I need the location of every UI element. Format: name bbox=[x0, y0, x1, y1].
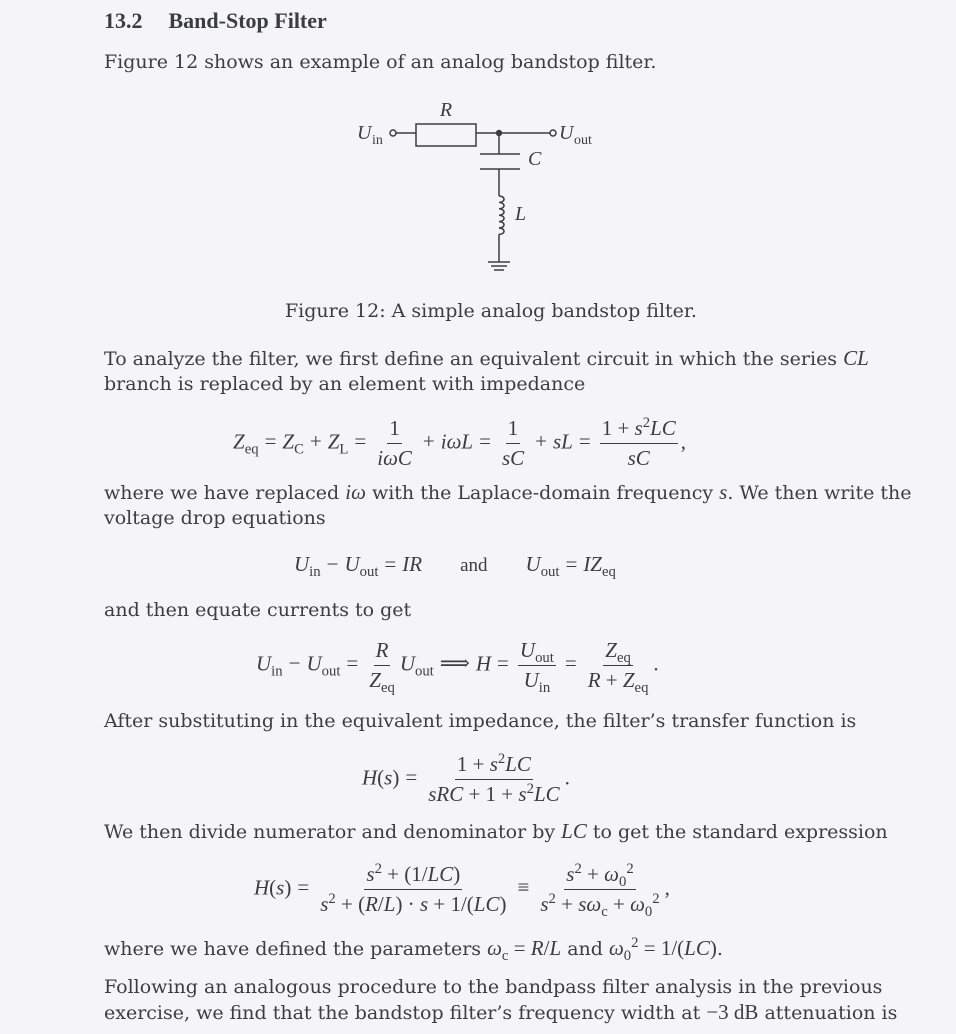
label-uout: U bbox=[559, 122, 574, 144]
label-L: L bbox=[515, 203, 527, 225]
paragraph-2-line-2: voltage drop equations bbox=[104, 507, 326, 529]
intro-paragraph: Figure 12 shows an example of an analog bandstop filter. bbox=[104, 51, 657, 73]
label-uout-sub: out bbox=[574, 133, 592, 148]
section-title: Band-Stop Filter bbox=[168, 8, 327, 33]
equation-transfer: $U_{in} - U_{out}$ = $\frac{R}{Z_{eq}}$ $U_{out}$ ⟹ H = $\frac{U_{out}}{U_{in}}$ = $\frac{Z_{eq}}{R + Z_{eq}}$ . bbox=[256, 638, 659, 697]
paragraph-7-line-1: Following an analogous procedure to the bandpass filter analysis in the previous bbox=[104, 976, 883, 998]
equation-hs: H(s) = $\frac{1 + s^2LC}{sRC + 1 + s^2LC}$ . bbox=[362, 751, 570, 806]
input-terminal bbox=[390, 130, 396, 136]
paragraph-1-line-1: To analyze the filter, we first define an equivalent circuit in which the series CL bbox=[104, 346, 869, 370]
section-number: 13.2 bbox=[104, 8, 143, 33]
label-R: R bbox=[439, 99, 453, 121]
output-terminal bbox=[550, 130, 556, 136]
paragraph-4: After substituting in the equivalent impedance, the filter’s transfer function is bbox=[104, 710, 857, 732]
paragraph-5: We then divide numerator and denominator by LC to get the standard expression bbox=[104, 819, 888, 843]
paragraph-6: where we have defined the parameters $\omega_c = R/L$ and $\omega_0^2 = 1/(LC)$. bbox=[104, 935, 723, 965]
section-heading bbox=[104, 8, 327, 34]
resistor bbox=[416, 124, 476, 146]
figure-caption: Figure 12: A simple analog bandstop filter. bbox=[285, 300, 697, 322]
label-C: C bbox=[528, 148, 542, 170]
label-uin-sub: in bbox=[372, 133, 383, 148]
paragraph-3: and then equate currents to get bbox=[104, 599, 412, 621]
circuit-diagram bbox=[340, 92, 620, 282]
paragraph-7-line-2: exercise, we find that the bandstop filter’s frequency width at −3 dB attenuation is bbox=[104, 1000, 898, 1024]
paragraph-2-line-1: where we have replaced iω with the Laplace-domain frequency s. We then write the bbox=[104, 480, 912, 504]
inductor-coil bbox=[499, 196, 504, 234]
equation-voltage-drop: $U_{in} - U_{out}$ = IR and $U_{out} = IZ_{eq}$ bbox=[294, 552, 616, 581]
label-uin: U bbox=[357, 122, 372, 144]
equation-standard: H(s) = $\frac{s^2 + (1/LC)}{s^2 + (R/L) \cdot s + 1/(LC)}$ ≡ $\frac{s^2 + \omega_0^2}{s^2 + s\omega_c + \omega_0^2}$ , bbox=[254, 861, 670, 921]
junction-node bbox=[496, 130, 502, 136]
paragraph-1-line-2: branch is replaced by an element with impedance bbox=[104, 373, 586, 395]
equation-impedance: $Z_{eq} = Z_C + Z_L$ = $\frac{1}{\text{iωC}}$ + iωL = $\frac{1}{sC}$ + sL = $\frac{1 + s^2LC}{sC}$ , bbox=[233, 415, 686, 470]
